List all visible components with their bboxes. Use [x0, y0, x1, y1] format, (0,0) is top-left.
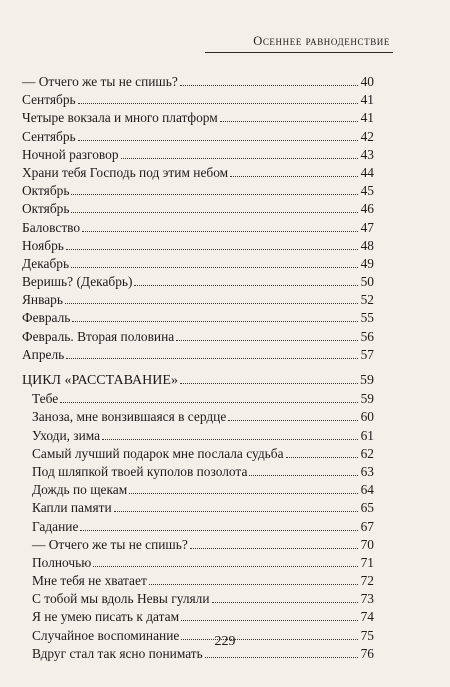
- toc-entry: [22, 109, 374, 127]
- toc-entry: [22, 91, 374, 109]
- dot-leader: [60, 391, 358, 403]
- entry-title: Вдруг стал так ясно понимать: [32, 645, 203, 661]
- entry-page-number: 55: [360, 310, 374, 326]
- toc-entry: [22, 590, 374, 608]
- entry-page-number: 52: [360, 292, 374, 308]
- entry-page-number: 74: [360, 609, 374, 625]
- dot-leader: [176, 329, 358, 341]
- toc-entry: [22, 572, 374, 590]
- entry-page-number: 76: [360, 645, 374, 661]
- running-head: Осеннее равноденствие: [253, 34, 390, 48]
- entry-title: Октябрь: [22, 201, 70, 217]
- entry-title: Ноябрь: [22, 237, 64, 253]
- toc-entry: [22, 608, 374, 626]
- entry-title: Капли памяти: [32, 500, 112, 516]
- dot-leader: [78, 92, 358, 104]
- dot-leader: [80, 519, 358, 531]
- entry-page-number: 41: [360, 92, 374, 108]
- entry-title: Апрель: [22, 346, 65, 362]
- entry-page-number: 65: [360, 500, 374, 516]
- toc-entry: [22, 146, 374, 164]
- entry-page-number: 70: [360, 536, 374, 552]
- entry-title: Четыре вокзала и много платформ: [22, 110, 218, 126]
- dot-leader: [180, 74, 358, 86]
- dot-leader: [228, 409, 358, 421]
- dot-leader: [66, 238, 358, 250]
- dot-leader: [220, 110, 358, 122]
- entry-page-number: 57: [360, 346, 374, 362]
- toc-entry: [22, 273, 374, 291]
- entry-title: Сентябрь: [22, 92, 76, 108]
- toc-entry: [22, 463, 374, 481]
- entry-page-number: 48: [360, 237, 374, 253]
- entry-title: Баловство: [22, 219, 81, 235]
- dot-leader: [102, 428, 358, 440]
- entry-title: Январь: [22, 292, 63, 308]
- dot-leader: [190, 537, 358, 549]
- toc-list-part-1: [22, 73, 374, 364]
- table-of-contents: [22, 73, 374, 663]
- entry-page-number: 43: [360, 146, 374, 162]
- entry-title: Тебе: [32, 391, 59, 407]
- entry-page-number: 41: [360, 110, 374, 126]
- entry-title: — Отчего же ты не спишь?: [32, 536, 188, 552]
- entry-title: Храни тебя Господь под этим небом: [22, 164, 229, 180]
- toc-entry: [22, 309, 374, 327]
- dot-leader: [212, 591, 358, 603]
- entry-page-number: 47: [360, 219, 374, 235]
- entry-page-number: 63: [360, 463, 374, 479]
- entry-page-number: 56: [360, 328, 374, 344]
- toc-entry: [22, 427, 374, 445]
- entry-page-number: 61: [360, 427, 374, 443]
- dot-leader: [78, 129, 358, 141]
- entry-page-number: 40: [360, 74, 374, 89]
- toc-entry: [22, 200, 374, 218]
- toc-entry: [22, 328, 374, 346]
- entry-page-number: 59: [360, 391, 374, 407]
- toc-entry: [22, 164, 374, 182]
- entry-page-number: 60: [360, 409, 374, 425]
- toc-entry: [22, 390, 374, 408]
- header-rule: [205, 52, 393, 53]
- dot-leader: [71, 201, 358, 213]
- entry-page-number: 42: [360, 128, 374, 144]
- dot-leader: [149, 573, 358, 585]
- dot-leader: [93, 555, 358, 567]
- toc-entry: [22, 499, 374, 517]
- entry-page-number: 64: [360, 482, 374, 498]
- entry-title: Самый лучший подарок мне послала судьба: [32, 445, 284, 461]
- entry-title: Под шляпкой твоей куполов позолота: [32, 463, 248, 479]
- entry-page-number: 71: [360, 554, 374, 570]
- dot-leader: [65, 292, 358, 304]
- dot-leader: [249, 464, 358, 476]
- toc-entry: [22, 255, 374, 273]
- dot-leader: [114, 500, 358, 512]
- entry-page-number: 62: [360, 445, 374, 461]
- toc-entry: [22, 536, 374, 554]
- entry-title: Февраль: [22, 310, 71, 326]
- toc-entry: [22, 445, 374, 463]
- dot-leader: [71, 256, 358, 268]
- dot-leader: [121, 147, 358, 159]
- entry-title: Я не умею писать к датам: [32, 609, 180, 625]
- entry-title: Веришь? (Декабрь): [22, 274, 133, 290]
- entry-page-number: 50: [360, 274, 374, 290]
- toc-entry: [22, 481, 374, 499]
- toc-entry: [22, 346, 374, 364]
- section-title: ЦИКЛ «РАССТАВАНИЕ»: [22, 373, 178, 388]
- entry-page-number: 46: [360, 201, 374, 217]
- entry-page-number: 67: [360, 518, 374, 534]
- entry-title: Дождь по щекам: [32, 482, 128, 498]
- entry-page-number: 44: [360, 164, 374, 180]
- entry-title: Октябрь: [22, 183, 70, 199]
- toc-entry: [22, 518, 374, 536]
- dot-leader: [71, 183, 358, 195]
- dot-leader: [66, 347, 358, 359]
- toc-list-part-2: [22, 390, 374, 663]
- dot-leader: [129, 482, 358, 494]
- entry-page-number: 72: [360, 573, 374, 589]
- toc-entry: [22, 219, 374, 237]
- toc-entry: [22, 237, 374, 255]
- entry-title: Мне тебя не хватает: [32, 573, 147, 589]
- entry-title: Декабрь: [22, 255, 70, 271]
- toc-entry: [22, 408, 374, 426]
- entry-title: Случайное воспоминание: [32, 627, 180, 643]
- dot-leader: [181, 609, 358, 621]
- entry-title: Сентябрь: [22, 128, 76, 144]
- entry-title: С тобой мы вдоль Невы гуляли: [32, 591, 210, 607]
- entry-title: Полночью: [32, 554, 92, 570]
- entry-title: Ночной разговор: [22, 146, 119, 162]
- toc-entry: [22, 128, 374, 146]
- dot-leader: [134, 274, 358, 286]
- entry-title: Гадание: [32, 518, 79, 534]
- page-number: 229: [214, 634, 236, 649]
- entry-title: — Отчего же ты не спишь?: [22, 74, 178, 89]
- entry-title: Заноза, мне вонзившаяся в сердце: [32, 409, 227, 425]
- entry-page-number: 73: [360, 591, 374, 607]
- entry-page-number: 45: [360, 183, 374, 199]
- entry-page-number: 49: [360, 255, 374, 271]
- toc-entry: [22, 73, 374, 91]
- toc-entry: [22, 291, 374, 309]
- section-page-number: 59: [360, 373, 374, 388]
- dot-leader: [72, 310, 358, 322]
- toc-section-heading: [22, 372, 374, 390]
- dot-leader: [286, 446, 358, 458]
- toc-entry: [22, 554, 374, 572]
- dot-leader: [180, 372, 358, 384]
- dot-leader: [230, 165, 358, 177]
- entry-title: Уходи, зима: [32, 427, 101, 443]
- entry-page-number: 75: [360, 627, 374, 643]
- dot-leader: [82, 220, 358, 232]
- entry-title: Февраль. Вторая половина: [22, 328, 175, 344]
- toc-entry: [22, 182, 374, 200]
